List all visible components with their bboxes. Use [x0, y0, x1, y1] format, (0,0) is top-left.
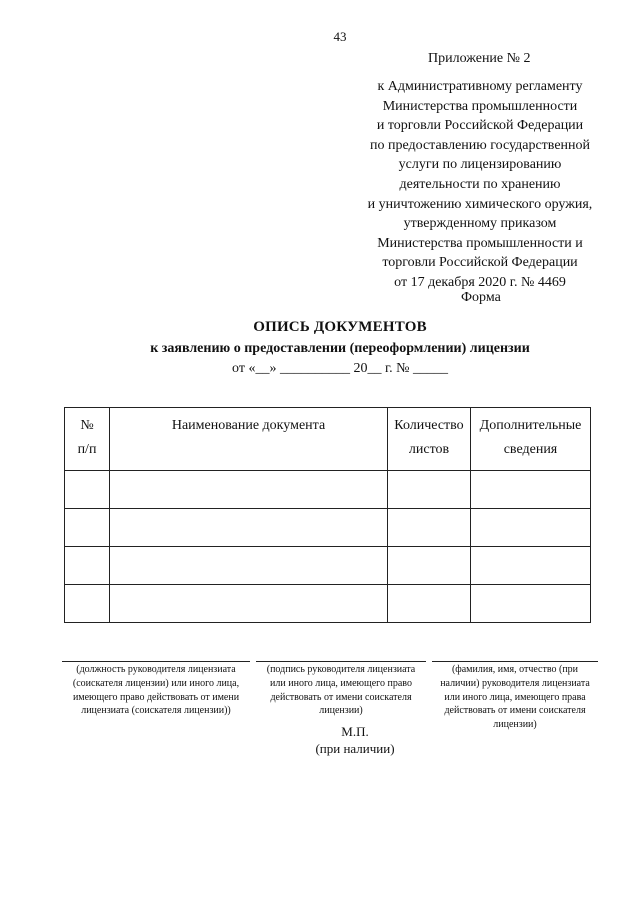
date-number-line: от «__» __________ 20__ г. № _____ — [232, 361, 448, 376]
caption-line: (подпись руководителя лицензиата — [266, 664, 416, 675]
table-cell[interactable] — [110, 585, 388, 623]
caption-line: действовать от имени соискателя — [270, 691, 412, 703]
caption-line: имеющего право действовать от имени — [72, 691, 240, 703]
approval-line: торговли Российской Федерации — [382, 255, 578, 271]
table-cell[interactable] — [471, 471, 591, 509]
header-text: п/п — [77, 442, 97, 457]
header-text: № — [80, 418, 94, 433]
column-header-number — [65, 408, 110, 471]
caption-line: лицензии) — [493, 719, 537, 731]
approval-line: и торговли Российской Федерации — [376, 118, 584, 134]
full-name-signature-line[interactable] — [432, 661, 598, 662]
caption-line: (должность руководителя лицензиата — [76, 664, 236, 675]
column-header-additional-info — [471, 408, 591, 471]
table-cell[interactable] — [65, 547, 110, 585]
caption-line: или иного лица, имеющего права — [444, 691, 586, 703]
header-text: Дополнительные — [479, 418, 582, 433]
table-cell[interactable] — [471, 547, 591, 585]
caption-line: действовать от имени соискателя — [444, 705, 586, 717]
approval-line: и уничтожению химического оружия, — [367, 196, 593, 212]
table-row — [65, 509, 591, 547]
table-cell[interactable] — [471, 585, 591, 623]
stamp-label: М.П. — [341, 724, 369, 739]
caption-line: наличии) руководителя лицензиата — [440, 677, 590, 689]
table-cell[interactable] — [110, 471, 388, 509]
stamp-note: (при наличии) — [315, 741, 395, 756]
table-cell[interactable] — [110, 547, 388, 585]
header-text: Наименование документа — [171, 418, 326, 433]
approval-line: от 17 декабря 2020 г. № 4469 — [394, 274, 566, 290]
table-cell[interactable] — [388, 547, 471, 585]
table-cell[interactable] — [388, 471, 471, 509]
approval-line: по предоставлению государственной — [369, 137, 591, 153]
approval-line: деятельности по хранению — [399, 176, 561, 192]
position-caption — [62, 663, 250, 718]
caption-line: лицензиата (соискателя лицензии)) — [81, 705, 231, 717]
approval-block — [340, 77, 620, 293]
stamp-placeholder — [300, 723, 410, 757]
caption-line: или иного лица, имеющего право — [270, 677, 412, 689]
table-row — [65, 547, 591, 585]
table-cell[interactable] — [65, 509, 110, 547]
form-label: Форма — [461, 290, 501, 305]
table-cell[interactable] — [388, 509, 471, 547]
table-row — [65, 585, 591, 623]
signature-caption — [256, 663, 426, 718]
signature-line[interactable] — [256, 661, 426, 662]
page-number: 43 — [333, 29, 347, 44]
table-cell[interactable] — [388, 585, 471, 623]
header-text: Количество — [394, 418, 464, 433]
column-header-sheet-count — [388, 408, 471, 471]
header-text: сведения — [503, 442, 558, 457]
document-title: ОПИСЬ ДОКУМЕНТОВ — [253, 319, 427, 335]
documents-table — [64, 407, 591, 623]
position-signature-line[interactable] — [62, 661, 250, 662]
approval-line: услуги по лицензированию — [398, 157, 562, 173]
table-row — [65, 471, 591, 509]
table-cell[interactable] — [110, 509, 388, 547]
caption-line: лицензии) — [319, 705, 363, 717]
approval-line: Министерства промышленности и — [377, 235, 583, 251]
approval-line: Министерства промышленности — [382, 98, 578, 114]
column-header-document-name — [110, 408, 388, 471]
table-cell[interactable] — [65, 471, 110, 509]
document-subtitle: к заявлению о предоставлении (переоформлении) лицензии — [150, 341, 530, 356]
table-cell[interactable] — [471, 509, 591, 547]
table-cell[interactable] — [65, 585, 110, 623]
table-header-row — [65, 408, 591, 471]
approval-line: к Административному регламенту — [377, 79, 583, 94]
full-name-caption — [432, 663, 598, 732]
caption-line: (фамилия, имя, отчество (при — [451, 664, 579, 675]
approval-line: утвержденному приказом — [403, 216, 557, 232]
caption-line: (соискателя лицензии) или иного лица, — [72, 677, 240, 689]
appendix-title: Приложение № 2 — [428, 51, 531, 66]
header-text: листов — [408, 442, 450, 457]
